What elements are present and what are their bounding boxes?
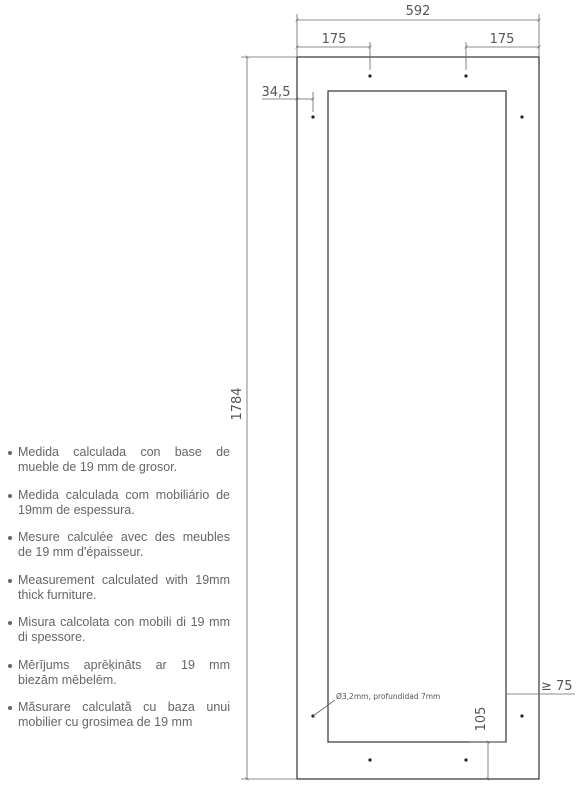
right-offset-label: 175 — [489, 32, 515, 47]
mounting-holes — [311, 74, 523, 761]
note-item: Măsurare calculată cu baza unui mobilier cu grosimea de 19 mm — [8, 700, 230, 730]
mounting-hole — [464, 74, 467, 77]
mounting-hole — [464, 758, 467, 761]
bottom-offset-dimension — [470, 742, 506, 779]
height-label: 1784 — [230, 387, 245, 421]
bottom-offset-label: 105 — [474, 706, 489, 732]
width-label: 592 — [405, 4, 431, 19]
note-item: Misura calcolata con mobili di 19 mm di spessore. — [8, 615, 230, 645]
note-item: Mesure calculée avec des meubles de 19 mm d'épaisseur. — [8, 530, 230, 560]
side-margin-label: 34,5 — [261, 85, 291, 100]
mounting-hole — [520, 714, 523, 717]
mounting-hole — [311, 115, 314, 118]
notes-list — [8, 445, 230, 743]
hole-callout-line — [313, 700, 335, 716]
left-offset-label: 175 — [321, 32, 347, 47]
note-item: Mērījums aprēķināts ar 19 mm biezām mēbelēm. — [8, 658, 230, 688]
clearance-label: ≥ 75 — [541, 679, 573, 694]
mounting-hole — [368, 74, 371, 77]
mounting-hole — [368, 758, 371, 761]
mounting-hole — [520, 115, 523, 118]
inner-panel — [328, 91, 506, 742]
hole-note: Ø3,2mm, profundidad 7mm — [336, 692, 441, 701]
note-item: Measurement calculated with 19mm thick furniture. — [8, 573, 230, 603]
note-item: Medida calculada com mobiliário de 19mm de espessura. — [8, 488, 230, 518]
outer-panel — [297, 57, 539, 779]
height-dimension — [241, 57, 297, 779]
note-item: Medida calculada con base de mueble de 19 mm de grosor. — [8, 445, 230, 475]
